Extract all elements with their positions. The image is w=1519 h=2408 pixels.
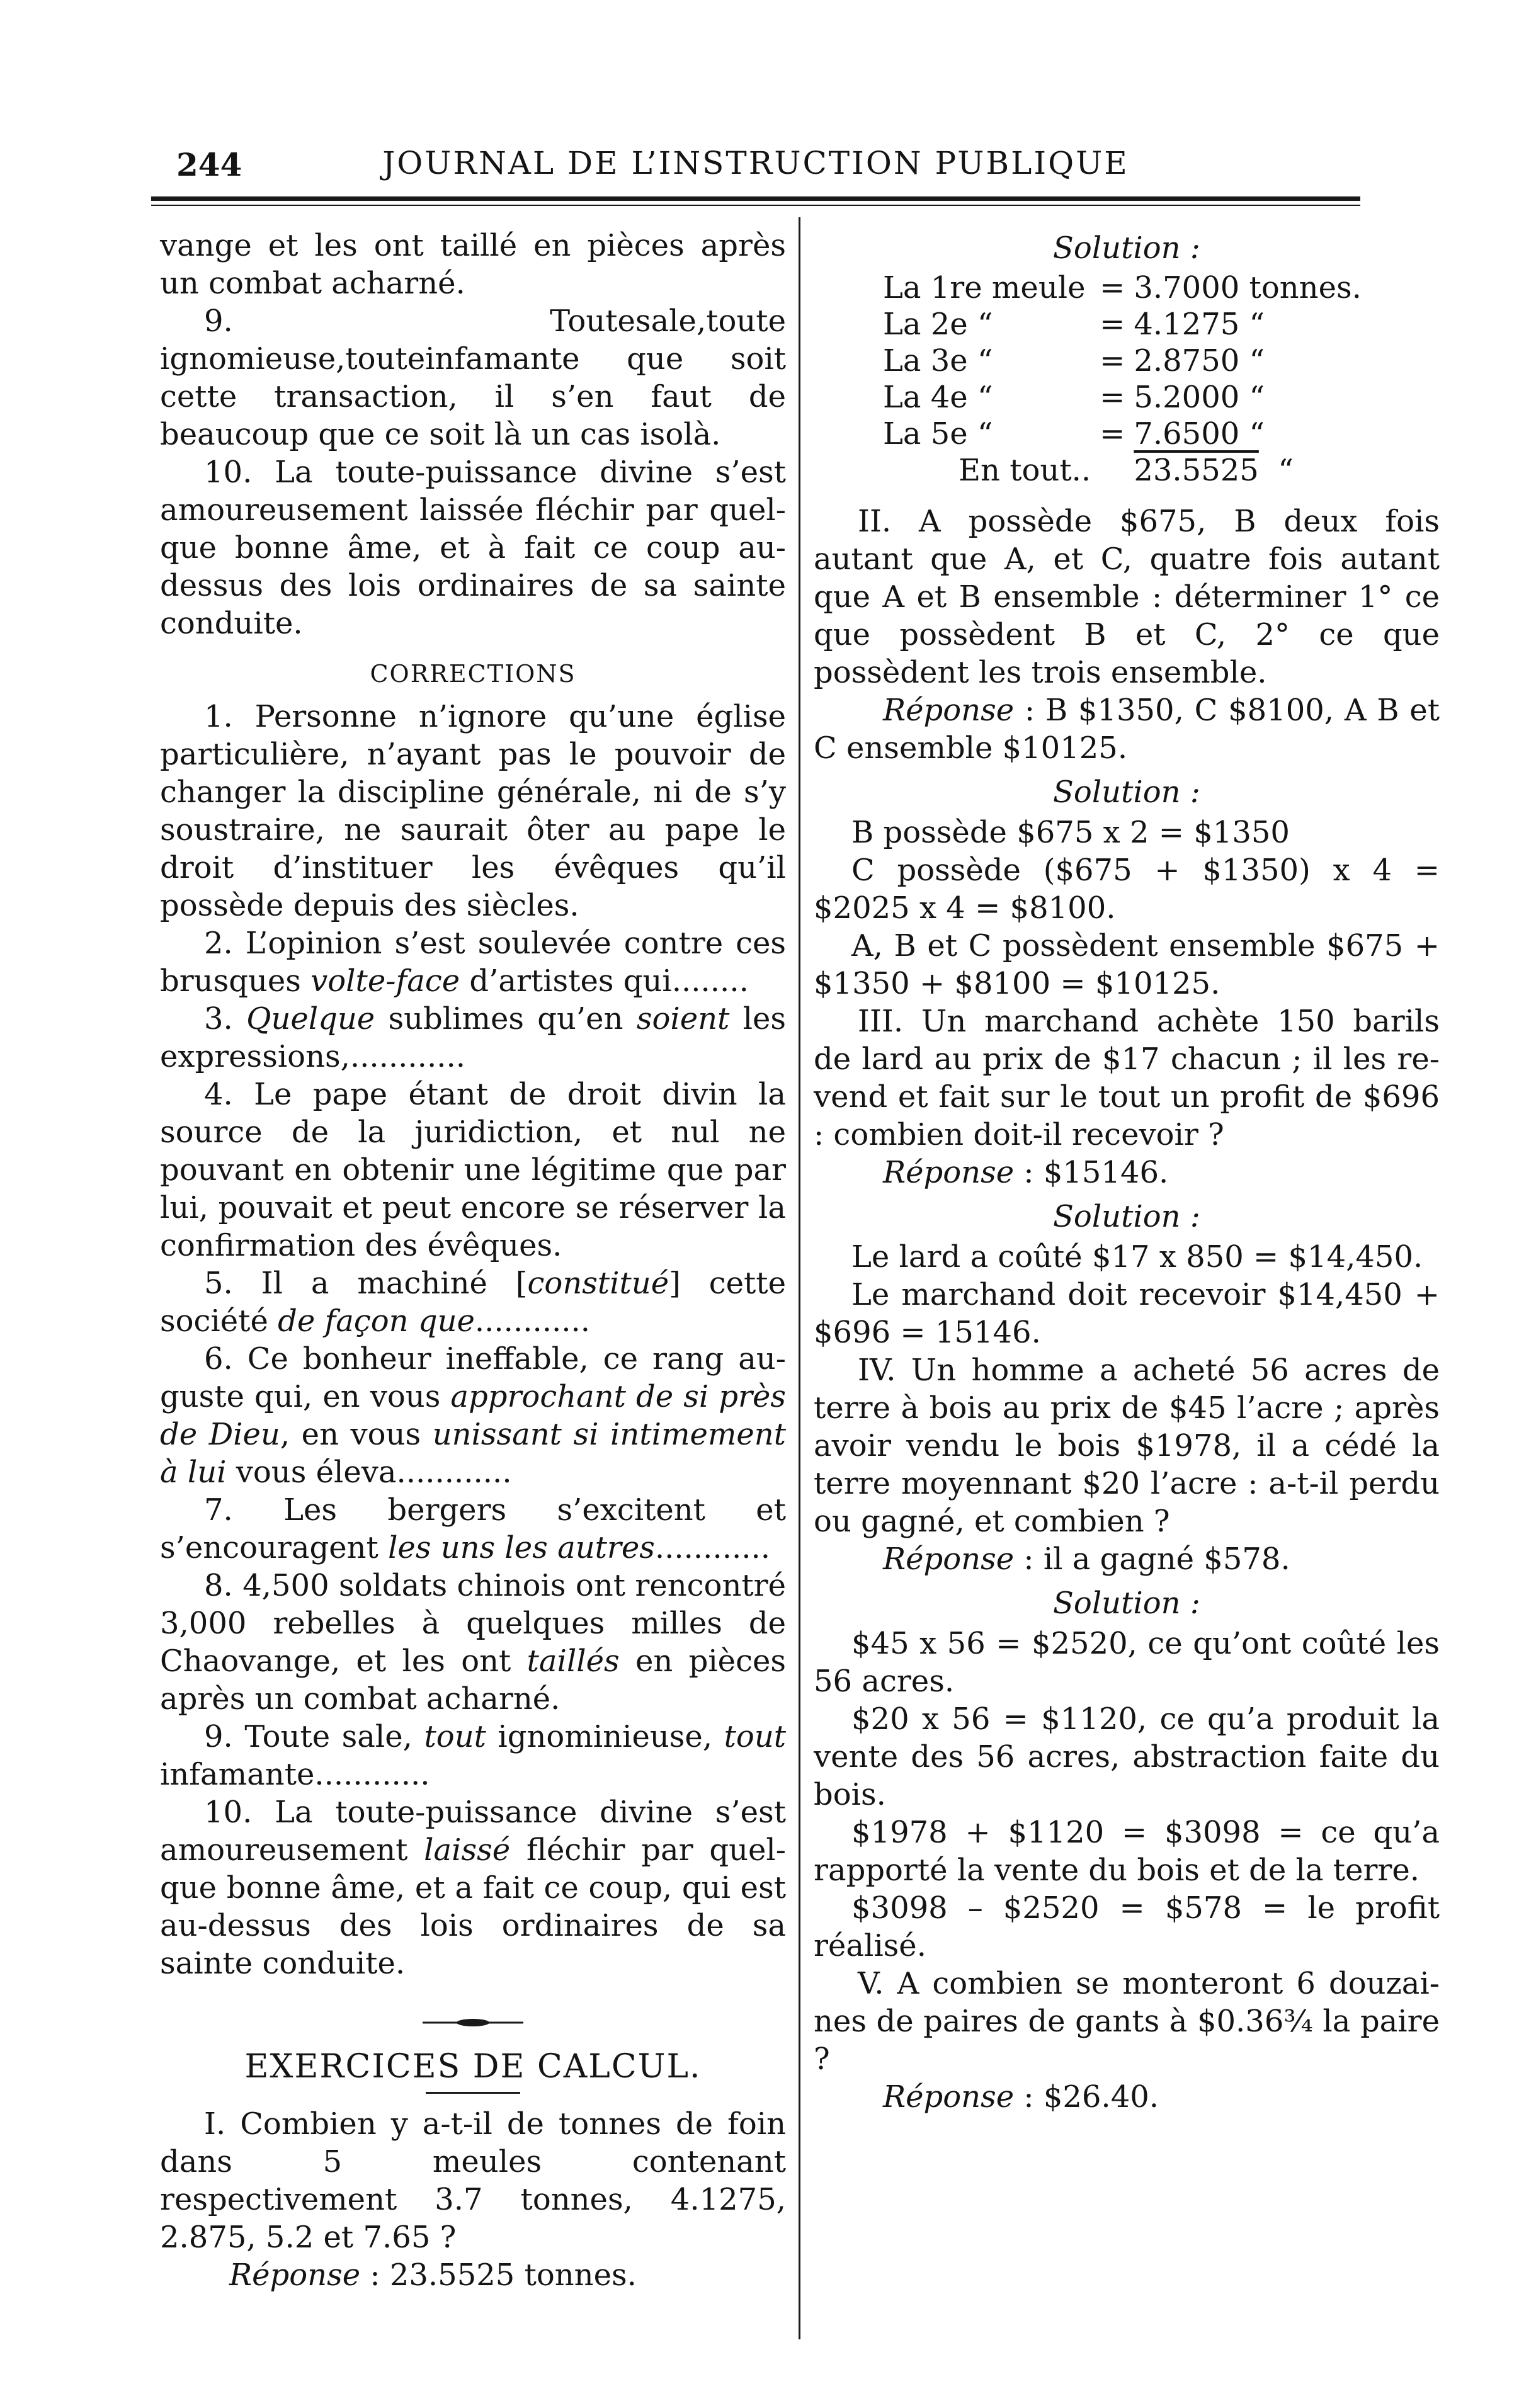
equals-sign: = — [1100, 416, 1125, 451]
answer-label: Réponse — [229, 2258, 361, 2293]
running-title: JOURNAL DE L’INSTRUCTION PUBLIQUE — [382, 145, 1129, 181]
text: ............ — [654, 1530, 770, 1565]
solution-item: La 4e “ — [883, 380, 993, 415]
italic-text: tout — [724, 1719, 787, 1754]
text: en pièces après un combat acharné. — [160, 1644, 786, 1717]
header-rule-thick — [151, 196, 1360, 201]
text: 3. — [204, 1001, 247, 1036]
paragraph-continued: vange et les ont taillé en pièces après un combat acharné. — [160, 228, 786, 301]
solution-label: Solution : — [1053, 230, 1200, 266]
solution-line: $3098 – $2520 = $578 = le profit réalisé. — [814, 1890, 1440, 1963]
solution-line: $1978 + $1120 = $3098 = ce qu’a rapporté la vente du bois et de la terre. — [814, 1815, 1440, 1888]
right-column — [814, 227, 1440, 2122]
text: 7. Les bergers s’excitent et s’encouragent — [160, 1492, 786, 1565]
corrections-heading: CORRECTIONS — [370, 660, 576, 688]
problem-4: IV. Un homme a acheté 56 acres de terre à bois au prix de $45 l’acre ; après avoir vendu le bois $1978, il a cédé la terre moyennant $20 l’acre : a-t-il perdu ou gagné, et combien ? — [814, 1353, 1440, 1539]
text: 6. Ce bonheur ineffable, ce rang auguste qui, en vous — [160, 1341, 786, 1414]
correction-8 — [160, 1567, 786, 1718]
italic-text: de façon que — [278, 1303, 475, 1339]
solution-value: 5.2000 “ — [1134, 380, 1265, 415]
solution-label: Solution : — [1053, 1199, 1200, 1234]
equals-sign: = — [1100, 380, 1125, 415]
problem-2: II. A possède $675, B deux fois autant que A, et C, quatre fois autant que A et B ensemble : déterminer 1° ce que possèdent B et C, 2° ce que possèdent les trois ensemble. — [814, 504, 1440, 690]
solution-item: La 1re meule — [883, 270, 1086, 305]
solution-row — [883, 343, 1370, 379]
problem-1: I. Combien y a-t-il de tonnes de foin dans 5 meules contenant respectivement 3.7 tonnes, 4.1275, 2.875, 5.2 et 7.65 ? — [160, 2106, 786, 2255]
answer-value: : 23.5525 tonnes. — [360, 2258, 637, 2293]
solution-line: C possède ($675 + $1350) x 4 = $2025 x 4 = $8100. — [814, 853, 1440, 926]
solution-value: 3.7000 tonnes. — [1134, 270, 1362, 305]
text: 2. L’opinion s’est soulevée contre ces brusques — [160, 926, 786, 999]
italic-text: laissé — [424, 1832, 511, 1868]
answer-label: Réponse — [883, 1155, 1015, 1190]
text: , en vous — [280, 1417, 433, 1452]
text: ignominieuse, — [486, 1719, 724, 1754]
text: 10. La toute-puissance divine s’est amoureusement — [160, 1795, 786, 1868]
column-divider — [799, 217, 800, 2339]
total-value: 23.5525 — [1134, 453, 1259, 488]
italic-text: tout — [424, 1719, 486, 1754]
problem-3: III. Un marchand achète 150 barils de lard au prix de $17 chacun ; il les revend et fait sur le tout un profit de $696 : combien doit-il recevoir ? — [814, 1004, 1440, 1152]
solution-item: La 3e “ — [883, 343, 993, 378]
total-cell — [1134, 452, 1370, 489]
text: 8. 4,500 soldats chinois ont rencontré 3,000 rebelles à quelques milles de Chaovange, et les ont — [160, 1568, 786, 1679]
exercise-item-10: 10. La toute-puissance divine s’est amoureusement laissée fléchir par quelque bonne âme, et à fait ce coup audessus des lois ordinaires de sa sainte conduite. — [160, 455, 786, 641]
text: 9. Toute sale, — [204, 1719, 424, 1754]
correction-2 — [160, 924, 786, 1000]
exercise-item-9: 9. Toutesale,toute ignomieuse,touteinfamante que soit cette transaction, il s’en faut de beaucoup que ce soit là un cas isolà. — [160, 304, 786, 452]
problem-3-answer — [814, 1154, 1440, 1191]
header-rule-thin — [151, 205, 1360, 206]
correction-7 — [160, 1491, 786, 1567]
left-column — [160, 227, 786, 2300]
italic-text: les uns les autres — [388, 1530, 655, 1565]
answer-value: : il a gagné $578. — [1014, 1542, 1290, 1577]
text: fléchir par quelque bonne âme, et a fait ce coup, qui est au-dessus des lois ordinaires de sa sainte conduite. — [160, 1832, 786, 1981]
problem-1-answer — [160, 2256, 786, 2294]
title-rule — [426, 2092, 520, 2094]
correction-9 — [160, 1718, 786, 1793]
ornament-icon — [423, 2018, 523, 2028]
solution-line: $20 x 56 = $1120, ce qu’a produit la vente des 56 acres, abstraction faite du bois. — [814, 1701, 1440, 1812]
text: vous éleva............ — [226, 1455, 512, 1490]
ornament-divider — [160, 1999, 786, 2036]
answer-value: : B $1350, C $8100, A B et C ensemble $10125. — [814, 693, 1440, 766]
page-header — [151, 140, 1360, 190]
solution-line: $45 x 56 = $2520, ce qu’ont coûté les 56 acres. — [814, 1626, 1440, 1699]
italic-text: Quelque — [246, 1001, 375, 1036]
correction-5 — [160, 1264, 786, 1340]
total-label: En tout.. — [959, 453, 1091, 488]
italic-text: soient — [636, 1001, 730, 1036]
solution-label: Solution : — [1053, 775, 1200, 810]
solution-item: La 5e “ — [883, 416, 993, 451]
text: ............ — [474, 1303, 590, 1339]
text: les expressions,............ — [160, 1001, 786, 1074]
solution-row — [883, 306, 1370, 343]
correction-10 — [160, 1793, 786, 1982]
solution-value: 7.6500 “ — [1134, 416, 1265, 451]
italic-text: volte-face — [310, 963, 460, 999]
italic-text: taillés — [526, 1644, 620, 1679]
problem-4-answer — [814, 1540, 1440, 1578]
correction-1: 1. Personne n’ignore qu’une église particulière, n’ayant pas le pouvoir de changer la discipline générale, ni de s’y soustraire, ne saurait ôter au pape le droit d’instituer les évêques qu’il possède depuis des siècles. — [160, 699, 786, 923]
text: 5. Il a machiné [ — [204, 1266, 528, 1301]
solution-value: 4.1275 “ — [1134, 307, 1265, 342]
answer-value: : $26.40. — [1014, 2079, 1159, 2115]
answer-label: Réponse — [883, 1542, 1015, 1577]
problem-5: V. A combien se monteront 6 douzaines de paires de gants à $0.36¾ la paire ? — [814, 1966, 1440, 2077]
correction-3 — [160, 1000, 786, 1076]
page-number: 244 — [176, 146, 242, 183]
correction-4: 4. Le pape étant de droit divin la source de la juridiction, et nul ne pouvant en obtenir une légitime que par lui, pouvait et peut encore se réserver la confirmation des évêques. — [160, 1077, 786, 1263]
italic-text: constitué — [527, 1266, 669, 1301]
italic-text: approchant de si près de Dieu — [160, 1379, 786, 1452]
solution-line: B possède $675 x 2 = $1350 — [851, 815, 1290, 850]
text: d’artistes qui........ — [460, 963, 749, 999]
text: sublimes qu’en — [375, 1001, 637, 1036]
problem-5-answer — [814, 2078, 1440, 2116]
solution-item: La 2e “ — [883, 307, 993, 342]
correction-6 — [160, 1340, 786, 1491]
answer-value: : $15146. — [1014, 1155, 1169, 1190]
equals-sign: = — [1100, 307, 1125, 342]
answer-label: Réponse — [883, 2079, 1015, 2115]
solution-table — [883, 270, 1370, 489]
text: ] cette société — [160, 1266, 786, 1339]
solution-row — [883, 270, 1370, 306]
solution-label: Solution : — [1053, 1586, 1200, 1621]
equals-sign: = — [1100, 270, 1125, 305]
answer-label: Réponse — [883, 693, 1015, 728]
text: infamante............ — [160, 1757, 430, 1792]
calculation-exercises-title: EXERCICES DE CALCUL. — [244, 2048, 702, 2086]
solution-line: A, B et C possèdent ensemble $675 + $1350 + $8100 = $10125. — [814, 928, 1440, 1001]
problem-2-answer — [814, 691, 1440, 767]
solution-line: Le marchand doit recevoir $14,450 + $696 = 15146. — [814, 1277, 1440, 1350]
equals-sign: = — [1100, 343, 1125, 378]
solution-value: 2.8750 “ — [1134, 343, 1265, 378]
solution-line: Le lard a coûté $17 x 850 = $14,450. — [851, 1239, 1423, 1275]
total-unit: “ — [1278, 453, 1294, 488]
solution-total-row — [883, 452, 1370, 489]
solution-row — [883, 416, 1370, 452]
italic-text: unissant si intimement à lui — [160, 1417, 787, 1490]
solution-row — [883, 379, 1370, 416]
